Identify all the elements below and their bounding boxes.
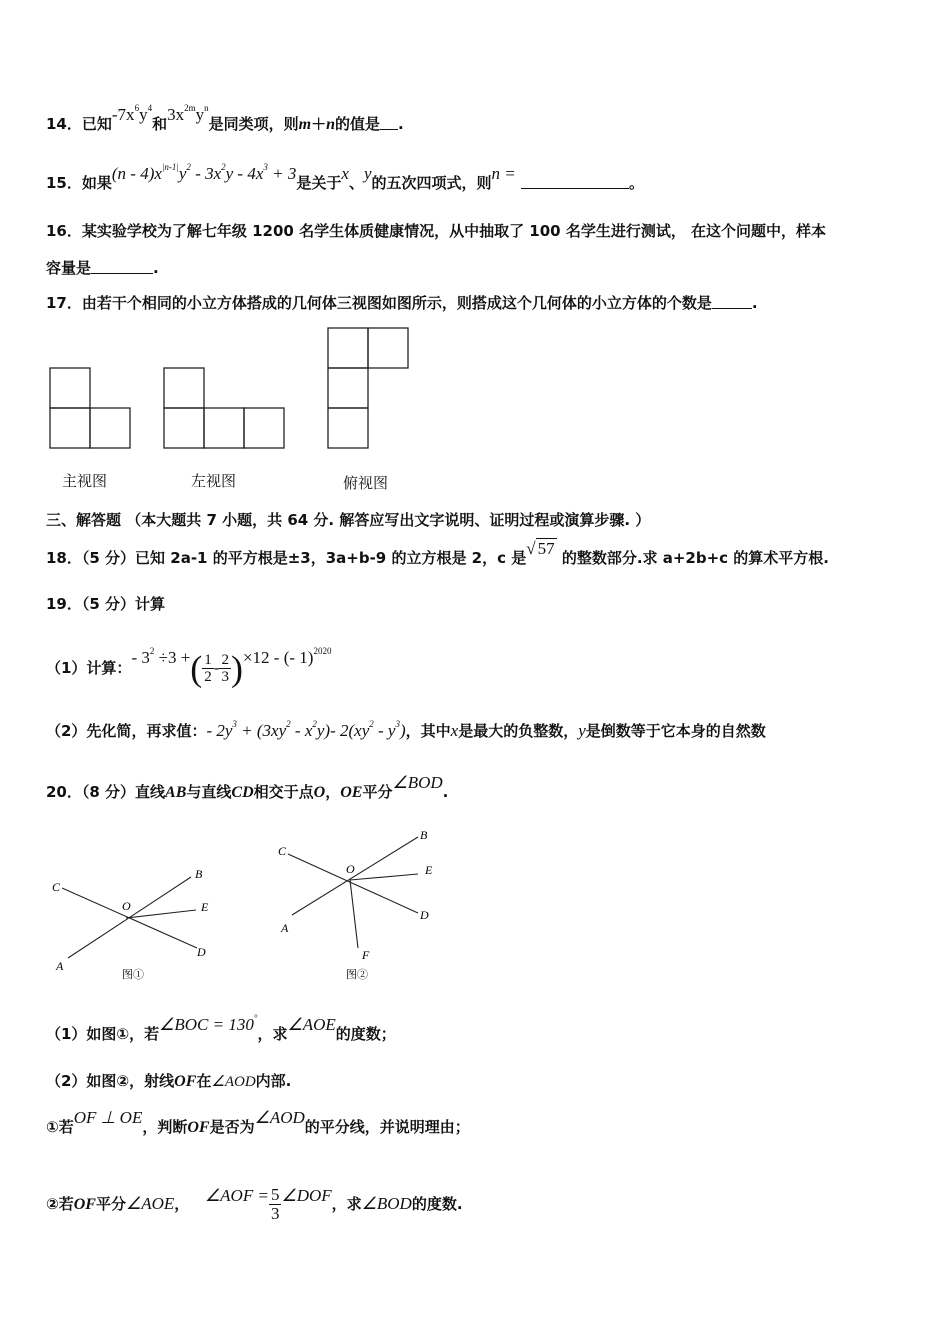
question-16-cont: 容量是 . (46, 259, 159, 277)
q19-fraction-1: $\frac{1}{2}$ (204, 652, 212, 685)
q15-polynomial: $(n - 4)x^{|n-1|}y^2 - 3x^2y - 4x^3 + 3$ (111, 162, 297, 183)
label-o: O (346, 862, 355, 876)
front-view-caption: 主视图 (62, 472, 108, 490)
q20-angle-bod: ∠BOD (392, 773, 443, 792)
label-e: E (425, 863, 433, 877)
q15-var-y: y (363, 164, 372, 183)
label-e: E (201, 900, 209, 914)
q14-plus: ＋ (311, 115, 327, 133)
q14-text: 是同类项，则 (208, 115, 299, 133)
q18-sqrt: √ 57 (526, 539, 555, 558)
q17-text: 17．由若干个相同的小立方体搭成的几何体三视图如图所示，则搭成这个几何体的小立方体的个数是 (46, 294, 712, 312)
q19-simplify-expr: - $2y^3 + (3xy^2 - x^2y)-$ $2(xy^2 - y^3)$ (206, 719, 406, 740)
q16-text: 16．某实验学校为了解七年级 1200 名学生体质健康情况，从中抽取了 100 名学生进行测试， 在这个问题中，样本 (46, 222, 827, 240)
label-d: D (197, 945, 206, 959)
q14-number: 14． (46, 115, 82, 133)
question-20-case-2: ②若OF平分∠AOE， ∠AOF = $\frac{5}{3}$ ∠DOF，求∠BOD的度数. (46, 1185, 463, 1223)
ray-of (350, 880, 358, 948)
figure-1 (40, 860, 230, 990)
label-d: D (420, 908, 429, 922)
label-b: B (195, 867, 203, 881)
question-18: 18．（5 分）已知 2a-1 的平方根是±3，3a+b-9 的立方根是 2，c 是√ 57 的整数部分.求 a+2b+c 的算术平方根. (46, 539, 829, 567)
q19-fraction-2: $\frac{2}{3}$ (221, 652, 229, 685)
figure-2-caption: 图② (346, 969, 368, 981)
q14-var-n: n (326, 116, 335, 133)
left-view-caption: 左视图 (191, 472, 237, 490)
question-15: 15．如果$(n - 4)x^{|n-1|}y^2 - 3x^2y - 4x^3 + 3$是关于x、y的五次四项式，则n = 。 (46, 162, 645, 192)
label-f: F (362, 948, 370, 962)
question-20: 20．（8 分）直线AB与直线CD相交于点O，OE平分∠BOD. (46, 773, 449, 801)
question-14: 14．已知$-7x^6y^4$和$3x^{2m}y^n$是同类项，则m＋n的值是 . (46, 103, 404, 133)
section-3-heading: 三、解答题 （本大题共 7 小题，共 64 分. 解答应写出文字说明、证明过程或演算步骤. ） (46, 511, 651, 529)
q15-var-x: x (341, 164, 349, 183)
question-17: 17．由若干个相同的小立方体搭成的几何体三视图如图所示，则搭成这个几何体的小立方体的个数是 . (46, 294, 758, 312)
question-20-part-2: （2）如图②，射线OF在∠AOD内部. (46, 1072, 292, 1090)
figure-2 (270, 822, 450, 982)
q19-expr-1: - $3^2 \div 3$ + (131, 646, 191, 667)
top-view-cell (368, 328, 408, 368)
q20-p1-angle: ∠BOC = 130° (159, 1013, 258, 1034)
ray-oe (126, 910, 196, 918)
q20-perpendicular: OF ⊥ OE (73, 1108, 143, 1127)
left-view-cell (164, 408, 204, 448)
question-19-title: 19．（5 分）计算 (46, 595, 166, 613)
q14-term-2: $3x^{2m}y^n$ (167, 103, 209, 124)
front-view-cell (50, 368, 90, 408)
left-view-cell (204, 408, 244, 448)
label-c: C (278, 844, 287, 858)
q15-n-equals: n = (491, 164, 516, 183)
q14-text: 的值是 (334, 115, 380, 133)
label-b: B (420, 828, 428, 842)
q14-term-1: $-7x^6y^4$ (111, 103, 153, 124)
label-c: C (52, 880, 61, 894)
top-view-cell (328, 368, 368, 408)
three-views-figure (0, 0, 950, 470)
label-a: A (281, 921, 289, 935)
q14-text: 已知 (81, 115, 112, 133)
top-view-cell (328, 408, 368, 448)
question-19-part-1: （1）计算：- $3^2 \div 3$ +( $\frac{1}{2}$ - $\frac{2}{3}$ )×12 - (- 1)$^{2020}$ (46, 646, 332, 689)
question-19-part-2: （2）先化简，再求值：- $2y^3 + (3xy^2 - x^2y)-$ $2(xy^2 - y^3)$，其中x是最大的负整数，y是倒数等于它本身的自然数 (46, 719, 766, 740)
left-view-cell (164, 368, 204, 408)
label-a: A (56, 959, 64, 973)
top-view-cell (328, 328, 368, 368)
q14-text: 和 (152, 115, 168, 133)
q19-expr-2: ×12 - (- 1)$^{2020}$ (242, 646, 332, 667)
question-20-case-1: ①若OF ⊥ OE，判断OF是否为∠AOD的平分线，并说明理由； (46, 1108, 470, 1136)
front-view-cell (50, 408, 90, 448)
figure-1-caption: 图① (122, 969, 144, 981)
label-o: O (122, 899, 131, 913)
top-view-caption: 俯视图 (343, 474, 389, 492)
q20-fraction: $\frac{5}{3}$ (270, 1185, 280, 1223)
left-view-cell (244, 408, 284, 448)
ray-oe (350, 874, 418, 880)
front-view-cell (90, 408, 130, 448)
q14-var-m: m (298, 116, 312, 133)
question-20-part-1: （1）如图①，若∠BOC = 130°，求∠AOE的度数； (46, 1013, 396, 1043)
